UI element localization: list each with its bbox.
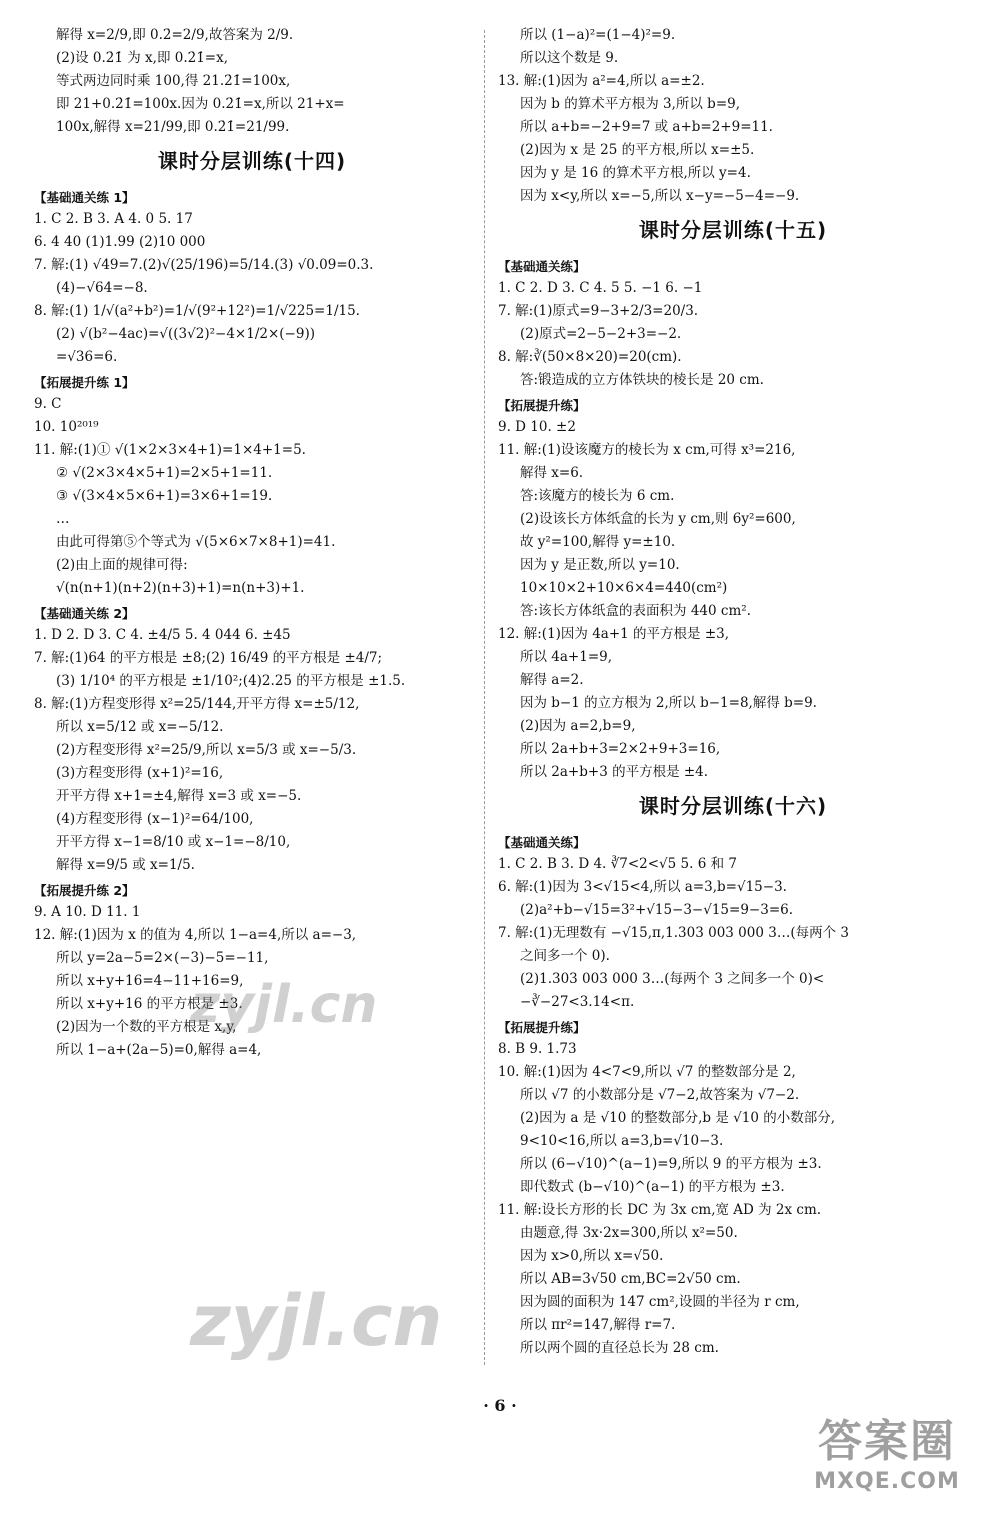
answer-line: 11. 解:设长方形的长 DC 为 3x cm,宽 AD 为 2x cm. bbox=[498, 1202, 822, 1218]
answer-line: 所以 2a+b+3=2×2+9+3=16, bbox=[520, 741, 721, 757]
answer-line: 之间多一个 0). bbox=[520, 948, 610, 964]
answer-line: =√36=6. bbox=[56, 349, 118, 365]
subsection-heading: 【基础通关练】 bbox=[498, 835, 586, 850]
answer-line: 9<10<16,所以 a=3,b=√10−3. bbox=[520, 1133, 724, 1149]
answer-line: 1. D 2. D 3. C 4. ±4/5 5. 4 044 6. ±45 bbox=[34, 627, 291, 643]
answer-line: 开平方得 x+1=±4,解得 x=3 或 x=−5. bbox=[56, 788, 302, 804]
answer-line: 8. B 9. 1.73 bbox=[498, 1041, 577, 1057]
subsection-heading: 【拓展提升练 1】 bbox=[34, 375, 135, 390]
answer-line: 等式两边同时乘 100,得 21.2̇1̇=100x, bbox=[56, 73, 291, 89]
answer-line: 11. 解:(1)① √(1×2×3×4+1)=1×4+1=5. bbox=[34, 442, 306, 458]
answer-line: 所以 x+y+16=4−11+16=9, bbox=[56, 973, 244, 989]
answer-line: (2)由上面的规律可得: bbox=[56, 557, 188, 573]
answer-line: 10. 10²⁰¹⁹ bbox=[34, 419, 99, 435]
answer-line: 所以 y=2a−5=2×(−3)−5=−11, bbox=[56, 950, 269, 966]
answer-line: (4)−√64=−8. bbox=[56, 280, 148, 296]
answer-line: 所以 (1−a)²=(1−4)²=9. bbox=[520, 27, 676, 43]
answer-line: ③ √(3×4×5×6+1)=3×6+1=19. bbox=[56, 488, 273, 504]
answer-line: 7. 解:(1)原式=9−3+2/3=20/3. bbox=[498, 303, 699, 319]
answer-line: 9. D 10. ±2 bbox=[498, 419, 576, 435]
answer-line: (2)因为 a 是 √10 的整数部分,b 是 √10 的小数部分, bbox=[520, 1110, 835, 1126]
answer-line: ② √(2×3×4×5+1)=2×5+1=11. bbox=[56, 465, 273, 481]
answer-line: 7. 解:(1)无理数有 −√15,π,1.303 003 000 3…(每两个 3 bbox=[498, 925, 849, 941]
answer-line: 解得 a=2. bbox=[520, 672, 584, 688]
answer-line: 因为 y 是正数,所以 y=10. bbox=[520, 557, 680, 573]
answer-line: 1. C 2. B 3. A 4. 0 5. 17 bbox=[34, 211, 193, 227]
answer-line: (2)原式=2−5−2+3=−2. bbox=[520, 326, 682, 342]
subsection-heading: 【拓展提升练】 bbox=[498, 398, 586, 413]
answer-line: 9. A 10. D 11. 1 bbox=[34, 904, 141, 920]
answer-line: (2) √(b²−4ac)=√((3√2)²−4×1/2×(−9)) bbox=[56, 326, 315, 342]
answer-line: 所以这个数是 9. bbox=[520, 50, 619, 66]
left-column bbox=[34, 28, 470, 1066]
answer-line: 解得 x=6. bbox=[520, 465, 584, 481]
answer-line: 因为圆的面积为 147 cm²,设圆的半径为 r cm, bbox=[520, 1294, 800, 1310]
section-title: 课时分层训练(十六) bbox=[638, 794, 828, 818]
answer-line: 9. C bbox=[34, 396, 62, 412]
answer-line: 由题意,得 3x·2x=300,所以 x²=50. bbox=[520, 1225, 738, 1241]
answer-line: … bbox=[56, 511, 70, 527]
answer-line: 1. C 2. B 3. D 4. ∛7<2<√5 5. 6 和 7 bbox=[498, 856, 737, 872]
answer-line: 12. 解:(1)因为 x 的值为 4,所以 1−a=4,所以 a=−3, bbox=[34, 927, 357, 943]
corner-logo-main: 答案圈 bbox=[818, 1416, 956, 1467]
answer-line: −∛−27<3.14<π. bbox=[520, 994, 635, 1010]
subsection-heading: 【拓展提升练】 bbox=[498, 1020, 586, 1035]
right-column bbox=[498, 28, 968, 1364]
answer-line: 开平方得 x−1=8/10 或 x−1=−8/10, bbox=[56, 834, 291, 850]
answer-line: 8. 解:(1) 1/√(a²+b²)=1/√(9²+12²)=1/√225=1/15. bbox=[34, 303, 360, 319]
answer-line: 7. 解:(1)64 的平方根是 ±8;(2) 16/49 的平方根是 ±4/7; bbox=[34, 650, 383, 666]
section-title: 课时分层训练(十五) bbox=[638, 218, 828, 242]
answer-line: 所以两个圆的直径总长为 28 cm. bbox=[520, 1340, 719, 1356]
answer-line: 所以 1−a+(2a−5)=0,解得 a=4, bbox=[56, 1042, 262, 1058]
column-divider bbox=[484, 30, 485, 1365]
answer-line: 因为 b−1 的立方根为 2,所以 b−1=8,解得 b=9. bbox=[520, 695, 817, 711]
answer-line: 因为 x<y,所以 x=−5,所以 x−y=−5−4=−9. bbox=[520, 188, 800, 204]
answer-line: (2)设 0.2̇1̇ 为 x,即 0.2̇1̇=x, bbox=[56, 50, 229, 66]
answer-line: 100x,解得 x=21/99,即 0.2̇1̇=21/99. bbox=[56, 119, 290, 135]
answer-line: 所以 √7 的小数部分是 √7−2,故答案为 √7−2. bbox=[520, 1087, 800, 1103]
answer-line: 10×10×2+10×6×4=440(cm²) bbox=[520, 580, 728, 596]
subsection-heading: 【基础通关练 2】 bbox=[34, 606, 135, 621]
answer-line: 所以 x=5/12 或 x=−5/12. bbox=[56, 719, 224, 735]
corner-logo-site: MXQE.COM bbox=[814, 1469, 960, 1494]
answer-line: 解得 x=9/5 或 x=1/5. bbox=[56, 857, 195, 873]
answer-line: 1. C 2. D 3. C 4. 5 5. −1 6. −1 bbox=[498, 280, 703, 296]
answer-line: (4)方程变形得 (x−1)²=64/100, bbox=[56, 811, 254, 827]
corner-logo bbox=[792, 1415, 982, 1511]
answer-line: 答:锻造成的立方体铁块的棱长是 20 cm. bbox=[520, 372, 764, 388]
subsection-heading: 【拓展提升练 2】 bbox=[34, 883, 135, 898]
answer-line: (3) 1/10⁴ 的平方根是 ±1/10²;(4)2.25 的平方根是 ±1.5. bbox=[56, 673, 406, 689]
answer-line: 即代数式 (b−√10)^(a−1) 的平方根为 ±3. bbox=[520, 1179, 785, 1195]
answer-line: 所以 πr²=147,解得 r=7. bbox=[520, 1317, 676, 1333]
answer-line: (2)1.303 003 000 3…(每两个 3 之间多一个 0)< bbox=[520, 971, 825, 987]
page-number: · 6 · bbox=[483, 1396, 517, 1415]
answer-line: 所以 a+b=−2+9=7 或 a+b=2+9=11. bbox=[520, 119, 773, 135]
answer-line: 6. 4 40 (1)1.99 (2)10 000 bbox=[34, 234, 206, 250]
answer-line: 因为 b 的算术平方根为 3,所以 b=9, bbox=[520, 96, 741, 112]
answer-line: 8. 解:∛(50×8×20)=20(cm). bbox=[498, 349, 682, 365]
answer-line: 即 21+0.2̇1̇=100x.因为 0.2̇1̇=x,所以 21+x= bbox=[56, 96, 345, 112]
answer-line: 所以 (6−√10)^(a−1)=9,所以 9 的平方根为 ±3. bbox=[520, 1156, 822, 1172]
answer-line: (2)设该长方体纸盒的长为 y cm,则 6y²=600, bbox=[520, 511, 796, 527]
answer-line: (2)因为 x 是 25 的平方根,所以 x=±5. bbox=[520, 142, 755, 158]
section-title: 课时分层训练(十四) bbox=[157, 149, 347, 173]
answer-line: 7. 解:(1) √49=7.(2)√(25/196)=5/14.(3) √0.09=0.3. bbox=[34, 257, 374, 273]
answer-line: 所以 4a+1=9, bbox=[520, 649, 613, 665]
answer-line: 10. 解:(1)因为 4<7<9,所以 √7 的整数部分是 2, bbox=[498, 1064, 796, 1080]
subsection-heading: 【基础通关练 1】 bbox=[34, 190, 135, 205]
answer-line: (2)方程变形得 x²=25/9,所以 x=5/3 或 x=−5/3. bbox=[56, 742, 357, 758]
answer-line: 所以 x+y+16 的平方根是 ±3. bbox=[56, 996, 243, 1012]
answer-line: 11. 解:(1)设该魔方的棱长为 x cm,可得 x³=216, bbox=[498, 442, 796, 458]
answer-line: 因为 x>0,所以 x=√50. bbox=[520, 1248, 664, 1264]
answer-line: 所以 2a+b+3 的平方根是 ±4. bbox=[520, 764, 709, 780]
answer-line: (2)a²+b−√15=3²+√15−3−√15=9−3=6. bbox=[520, 902, 794, 918]
answer-line: 所以 AB=3√50 cm,BC=2√50 cm. bbox=[520, 1271, 741, 1287]
answer-line: 解得 x=2/9,即 0.2̇=2/9,故答案为 2/9. bbox=[56, 27, 294, 43]
answer-line: (2)因为一个数的平方根是 x,y, bbox=[56, 1019, 237, 1035]
answer-line: 13. 解:(1)因为 a²=4,所以 a=±2. bbox=[498, 73, 705, 89]
answer-line: 6. 解:(1)因为 3<√15<4,所以 a=3,b=√15−3. bbox=[498, 879, 787, 895]
answer-line: 答:该长方体纸盒的表面积为 440 cm². bbox=[520, 603, 751, 619]
answer-line: 答:该魔方的棱长为 6 cm. bbox=[520, 488, 675, 504]
answer-line: 8. 解:(1)方程变形得 x²=25/144,开平方得 x=±5/12, bbox=[34, 696, 360, 712]
watermark-text: zyjl.cn bbox=[190, 975, 378, 1035]
answer-line: 由此可得第⑤个等式为 √(5×6×7×8+1)=41. bbox=[56, 534, 336, 550]
answer-line: √(n(n+1)(n+2)(n+3)+1)=n(n+3)+1. bbox=[56, 580, 305, 596]
answer-line: (2)因为 a=2,b=9, bbox=[520, 718, 636, 734]
subsection-heading: 【基础通关练】 bbox=[498, 259, 586, 274]
answer-line: 故 y²=100,解得 y=±10. bbox=[520, 534, 676, 550]
answer-line: 因为 y 是 16 的算术平方根,所以 y=4. bbox=[520, 165, 751, 181]
answer-line: (3)方程变形得 (x+1)²=16, bbox=[56, 765, 224, 781]
answer-line: 12. 解:(1)因为 4a+1 的平方根是 ±3, bbox=[498, 626, 730, 642]
watermark-text-large: zyjl.cn bbox=[190, 1280, 443, 1362]
